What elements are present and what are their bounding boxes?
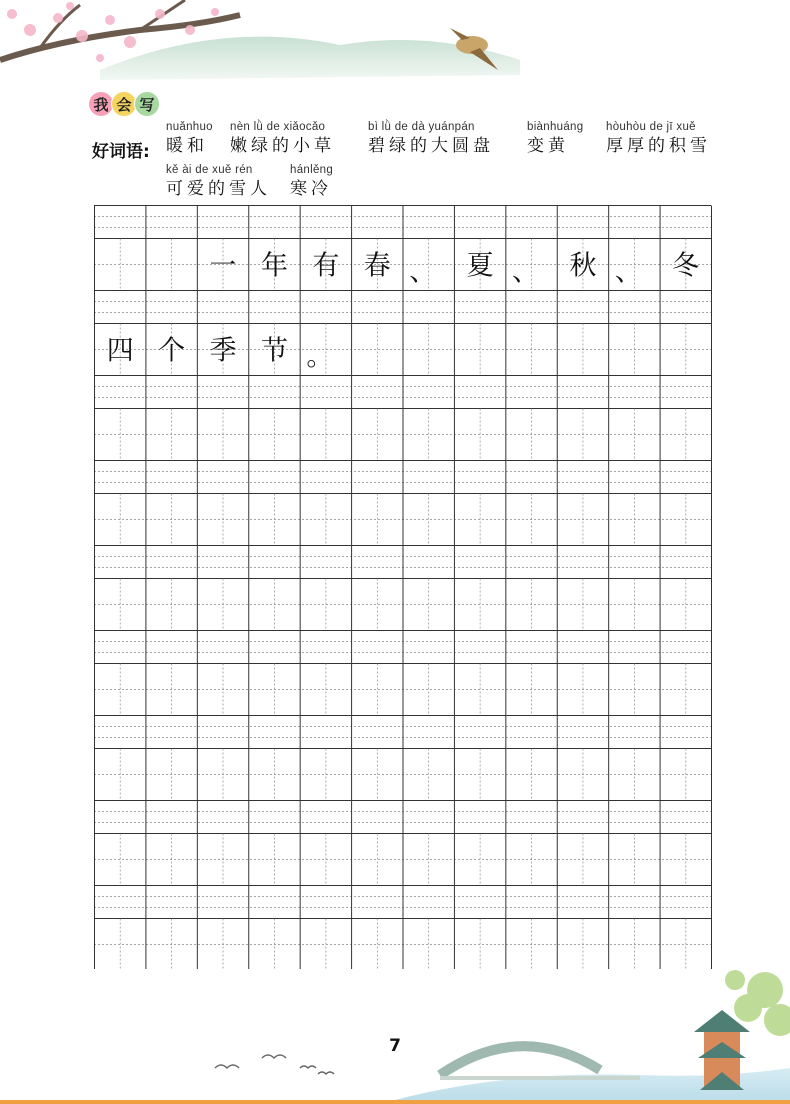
top-blossom-illustration (0, 0, 790, 95)
written-char: 、 (512, 256, 540, 288)
written-char: 。 (306, 341, 334, 373)
written-char: 个 (158, 335, 186, 367)
written-char: 一 (209, 250, 237, 282)
written-char: 夏 (466, 250, 494, 282)
word-pinyin: nèn lǜ de xiǎocǎo (230, 121, 326, 133)
written-char: 季 (209, 335, 237, 367)
word-hanzi: 可爱的雪人 (166, 179, 271, 199)
written-char: 有 (312, 250, 340, 282)
word-pinyin: biànhuáng (527, 121, 584, 133)
word-hanzi: 寒冷 (290, 179, 332, 199)
word-item (368, 119, 494, 157)
word-item (166, 119, 213, 157)
badge-char: 我 (88, 91, 114, 117)
written-char: 冬 (672, 250, 700, 282)
written-char: 年 (260, 250, 288, 282)
word-pinyin: nuǎnhuo (166, 121, 213, 133)
word-pinyin: hòuhòu de jī xuě (606, 121, 696, 133)
written-char: 春 (363, 250, 391, 282)
badge-char: 写 (134, 91, 160, 117)
word-hanzi: 嫩绿的小草 (230, 136, 335, 156)
word-hanzi: 碧绿的大圆盘 (368, 136, 494, 156)
birds-icon (215, 1055, 334, 1074)
word-pinyin: bì lǜ de dà yuánpán (368, 121, 475, 133)
word-item (606, 119, 711, 157)
written-char: 、 (409, 256, 437, 288)
written-char: 、 (614, 256, 642, 288)
writing-grid (94, 205, 712, 969)
written-char: 节 (260, 335, 288, 367)
word-pinyin: kě ài de xuě rén (166, 164, 253, 176)
good-words-label: 好词语: (92, 142, 150, 162)
written-char: 四 (106, 335, 134, 367)
word-hanzi: 变黄 (527, 136, 569, 156)
written-char: 秋 (569, 250, 597, 282)
word-item (290, 162, 333, 200)
word-item (527, 119, 583, 157)
word-hanzi: 暖和 (166, 136, 208, 156)
word-item (166, 162, 271, 200)
word-hanzi: 厚厚的积雪 (606, 136, 711, 156)
bottom-landscape-illustration (0, 950, 790, 1104)
section-badge (88, 91, 157, 117)
badge-char: 会 (111, 91, 137, 117)
page-number: 7 (389, 1036, 401, 1056)
word-item (230, 119, 335, 157)
word-pinyin: hánlěng (290, 164, 334, 176)
